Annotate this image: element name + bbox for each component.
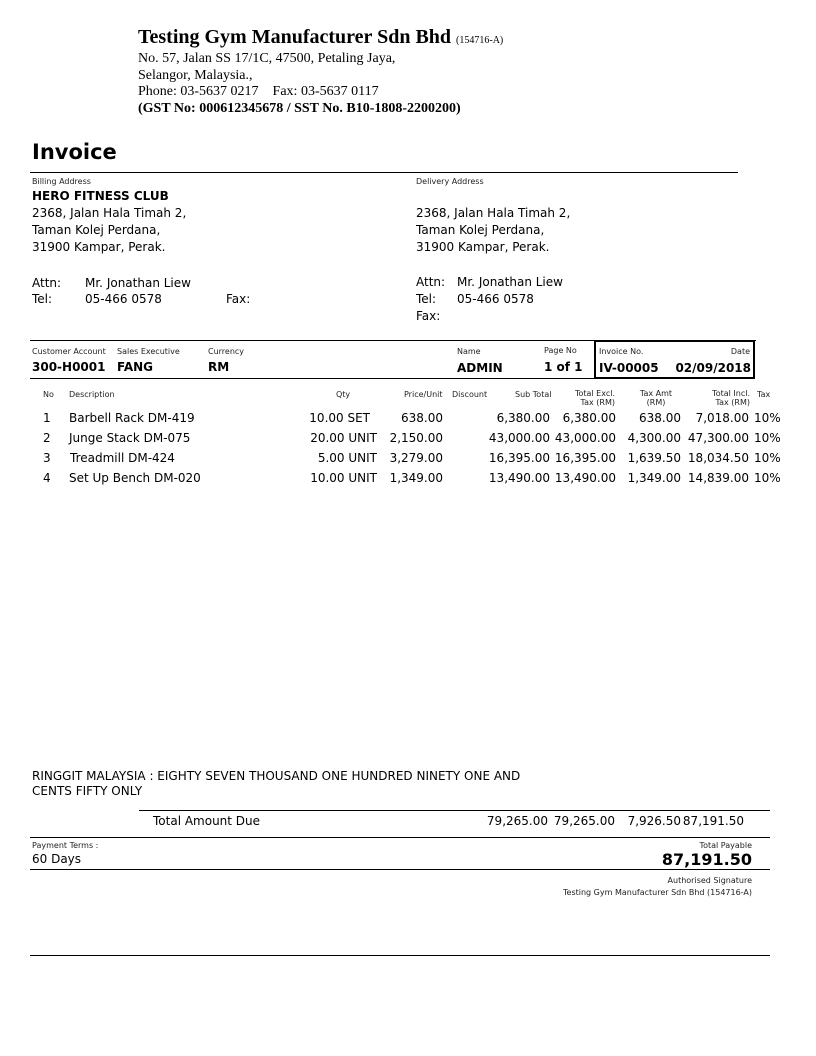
row-total-excl: 43,000.00 [554,431,616,445]
delivery-tel-label: Tel: [416,292,437,306]
row-no: 4 [43,471,51,485]
customer-account: 300-H0001 [32,360,106,374]
delivery-address-label: Delivery Address [416,177,484,186]
row-qty: 20.00 UNIT [310,431,377,445]
delivery-tel: 05-466 0578 [457,292,534,306]
currency: RM [208,360,230,374]
totals-top-divider [139,810,770,811]
col-price: Price/Unit [404,390,443,399]
col-tax-amt-2: (RM) [646,398,666,407]
sales-executive-label: Sales Executive [117,347,180,356]
billing-address-label: Billing Address [32,177,91,186]
col-subtotal: Sub Total [515,390,552,399]
company-address-line2: Selangor, Malaysia., [138,67,253,83]
billing-tel-label: Tel: [32,292,53,306]
invoice-number-box [594,340,755,379]
table-row [0,451,816,469]
row-qty: 10.00 UNIT [310,471,377,485]
company-name [138,26,503,49]
total-amount-due-label: Total Amount Due [153,814,261,828]
delivery-fax-label: Fax: [416,309,441,323]
row-qty: 5.00 UNIT [317,451,377,465]
row-tax-amt: 4,300.00 [627,431,681,445]
amount-in-words-line2: CENTS FIFTY ONLY [32,784,143,798]
payment-terms-label: Payment Terms : [32,841,99,850]
billing-tel: 05-466 0578 [85,292,162,306]
billing-lines [32,205,392,256]
billing-address [32,177,392,256]
delivery-lines [416,205,776,256]
invoice-date: 02/09/2018 [675,361,751,375]
row-subtotal: 16,395.00 [488,451,550,465]
row-tax-amt: 1,349.00 [627,471,681,485]
row-tax-amt: 1,639.50 [627,451,681,465]
row-price: 638.00 [401,411,443,425]
row-no: 1 [43,411,51,425]
row-tax-rate: 10% [754,411,781,425]
delivery-line: 31900 Kampar, Perak. [416,240,550,254]
row-price: 3,279.00 [389,451,443,465]
total-excl: 79,265.00 [553,814,615,828]
delivery-line: Taman Kolej Perdana, [416,223,545,237]
total-incl: 87,191.50 [682,814,744,828]
col-total-incl-1: Total Incl. [712,389,750,398]
billing-line: Taman Kolej Perdana, [32,223,161,237]
currency-label: Currency [208,347,245,356]
row-no: 2 [43,431,51,445]
sales-executive: FANG [117,360,153,374]
name-label: Name [457,347,481,356]
company-tax-no: (GST No: 000612345678 / SST No. B10-1808-2200200) [138,100,461,116]
invoice-no-label: Invoice No. [599,347,644,356]
billing-fax-label: Fax: [226,292,251,306]
row-total-excl: 13,490.00 [554,471,616,485]
company-address-line1: No. 57, Jalan SS 17/1C, 47500, Petaling Jaya, [138,51,396,66]
company-address [138,51,461,117]
row-description: Treadmill DM-424 [70,451,175,465]
table-row [0,431,816,449]
row-no: 3 [43,451,51,465]
document-title: Invoice [32,140,117,164]
row-tax-amt: 638.00 [639,411,681,425]
row-total-incl: 47,300.00 [687,431,749,445]
col-tax-amt [636,389,676,407]
customer-account-label: Customer Account [32,347,106,356]
row-description: Barbell Rack DM-419 [69,411,195,425]
row-description: Junge Stack DM-075 [69,431,191,445]
row-total-incl: 18,034.50 [687,451,749,465]
col-tax-amt-1: Tax Amt [639,389,673,398]
col-tax: Tax [757,390,771,399]
footer-divider [30,955,770,956]
row-tax-rate: 10% [754,451,781,465]
name-value: ADMIN [457,361,503,375]
billing-line: 31900 Kampar, Perak. [32,240,166,254]
col-total-incl [700,389,750,407]
col-discount: Discount [452,390,488,399]
row-total-excl: 16,395.00 [554,451,616,465]
page-no: 1 of 1 [544,360,583,374]
amount-in-words-line1: RINGGIT MALAYSIA : EIGHTY SEVEN THOUSAND ONE HUNDRED NINETY ONE AND [32,769,521,783]
authorised-signature-label: Authorised Signature [667,876,752,885]
row-subtotal: 43,000.00 [488,431,550,445]
invoice-no: IV-00005 [599,361,659,375]
company-name-text: Testing Gym Manufacturer Sdn Bhd [138,26,452,48]
col-description: Description [69,390,115,399]
billing-attn-label: Attn: [32,276,62,290]
title-divider [30,172,738,173]
row-subtotal: 6,380.00 [496,411,550,425]
col-total-excl [566,389,615,407]
col-no: No [43,390,54,399]
total-tax-amt: 7,926.50 [627,814,681,828]
row-qty: 10.00 SET [309,411,370,425]
row-tax-rate: 10% [754,471,781,485]
row-price: 1,349.00 [389,471,443,485]
col-qty: Qty [336,390,351,399]
row-total-excl: 6,380.00 [562,411,616,425]
delivery-address [416,177,776,256]
date-label: Date [730,347,750,356]
col-total-excl-2: Tax (RM) [580,398,615,407]
billing-name: HERO FITNESS CLUB [32,189,169,203]
row-subtotal: 13,490.00 [488,471,550,485]
billing-attn: Mr. Jonathan Liew [85,276,191,290]
row-total-incl: 14,839.00 [687,471,749,485]
row-description: Set Up Bench DM-020 [69,471,201,485]
row-total-incl: 7,018.00 [695,411,749,425]
total-payable: 87,191.50 [661,850,752,869]
signature-company: Testing Gym Manufacturer Sdn Bhd (154716-A) [563,888,752,897]
delivery-attn-label: Attn: [416,275,446,289]
col-total-incl-2: Tax (RM) [715,398,750,407]
totals-bottom-divider [30,837,770,838]
company-phone-fax: Phone: 03-5637 0217 Fax: 03-5637 0117 [138,84,379,99]
table-row [0,411,816,429]
delivery-line: 2368, Jalan Hala Timah 2, [416,206,571,220]
total-payable-label: Total Payable [699,841,752,850]
delivery-attn: Mr. Jonathan Liew [457,275,563,289]
page-no-label: Page No [544,346,577,355]
billing-line: 2368, Jalan Hala Timah 2, [32,206,187,220]
info-bottom-divider [30,378,595,379]
total-subtotal: 79,265.00 [486,814,548,828]
signature-divider [30,869,770,870]
col-total-excl-1: Total Excl. [574,389,615,398]
row-tax-rate: 10% [754,431,781,445]
company-reg-no: (154716-A) [456,35,504,46]
row-price: 2,150.00 [389,431,443,445]
payment-terms: 60 Days [32,852,82,866]
table-row [0,471,816,489]
